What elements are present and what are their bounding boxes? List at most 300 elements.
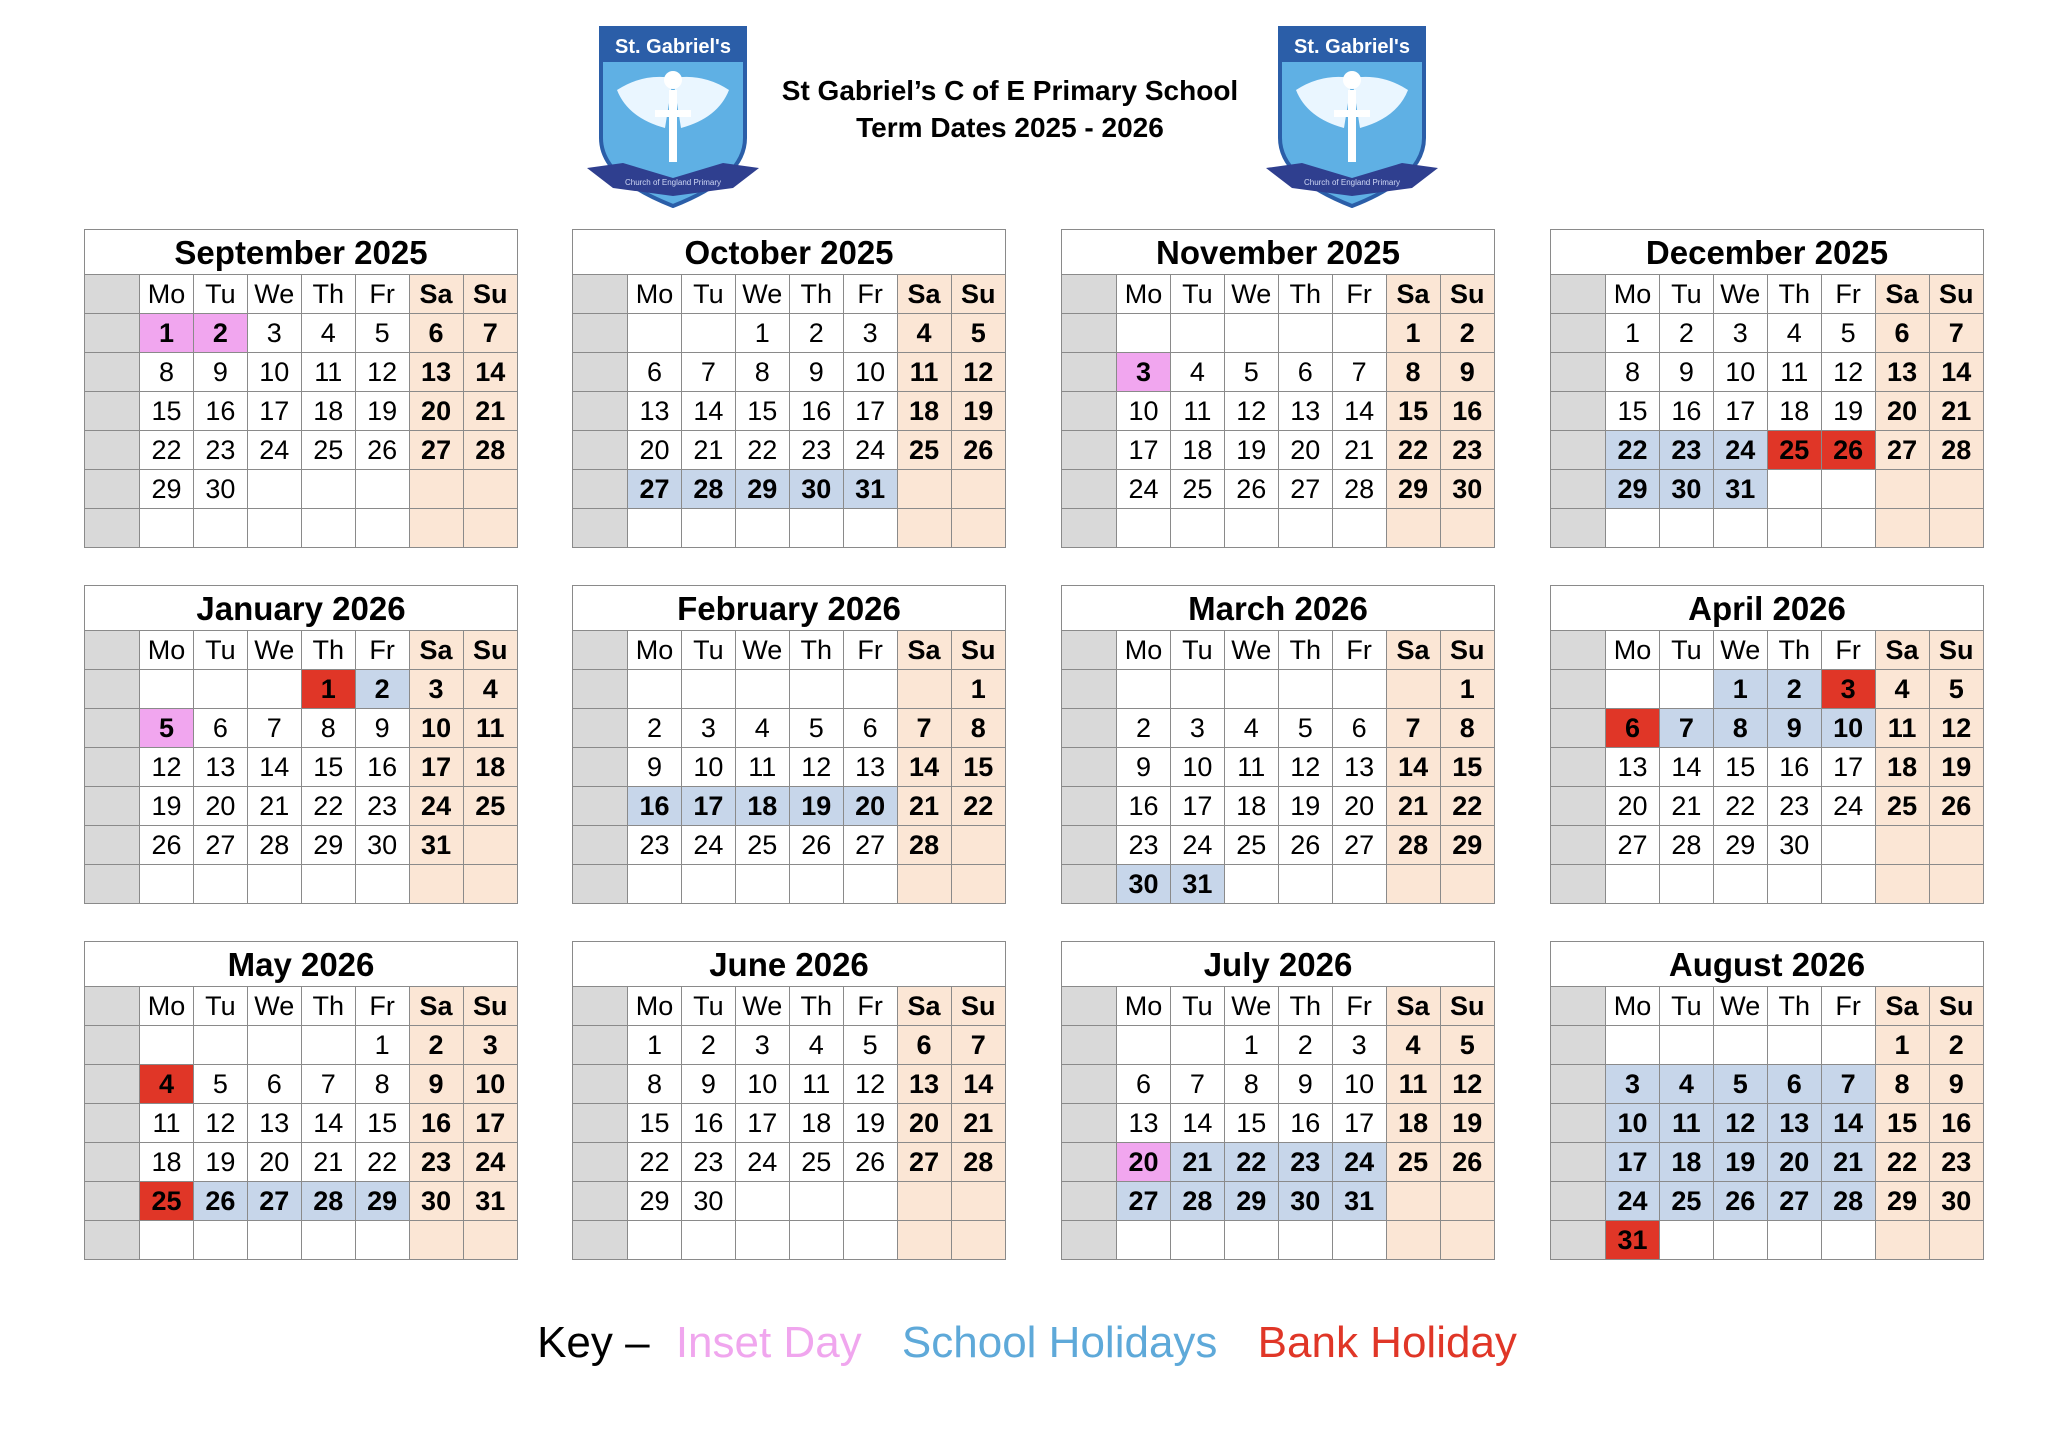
day-cell: 31 — [463, 1182, 517, 1221]
day-cell: 21 — [1821, 1143, 1875, 1182]
week-cell — [1062, 709, 1117, 748]
week-cell — [1062, 1104, 1117, 1143]
weekday-header: Tu — [681, 275, 735, 314]
logo-text: St. Gabriel's — [1294, 36, 1410, 58]
day-cell: 14 — [1659, 748, 1713, 787]
month-april-2026 — [1550, 585, 1984, 904]
empty-cell — [1606, 670, 1660, 709]
weekday-header: We — [1224, 631, 1278, 670]
week-cell — [85, 1026, 140, 1065]
day-cell: 7 — [247, 709, 301, 748]
day-cell: 6 — [193, 709, 247, 748]
day-cell: 22 — [735, 431, 789, 470]
day-cell: 5 — [951, 314, 1005, 353]
week-cell — [1062, 470, 1117, 509]
empty-cell — [1386, 1182, 1440, 1221]
weekday-header: Sa — [1386, 987, 1440, 1026]
day-cell: 26 — [843, 1143, 897, 1182]
weekday-header: We — [247, 631, 301, 670]
weekday-header: Th — [301, 631, 355, 670]
day-cell: 11 — [789, 1065, 843, 1104]
empty-cell — [1170, 509, 1224, 548]
weekday-header: We — [735, 631, 789, 670]
week-cell — [1062, 1182, 1117, 1221]
day-cell: 28 — [951, 1143, 1005, 1182]
weekday-header: Mo — [140, 987, 194, 1026]
empty-cell — [1386, 865, 1440, 904]
day-cell: 17 — [1117, 431, 1171, 470]
day-cell: 18 — [1386, 1104, 1440, 1143]
day-cell: 24 — [1713, 431, 1767, 470]
weekday-header: Th — [1278, 275, 1332, 314]
weekday-header: Su — [1440, 275, 1494, 314]
empty-cell — [1929, 826, 1983, 865]
day-cell: 21 — [1170, 1143, 1224, 1182]
day-cell: 28 — [1929, 431, 1983, 470]
day-cell: 1 — [1606, 314, 1660, 353]
day-cell: 19 — [843, 1104, 897, 1143]
empty-cell — [1929, 865, 1983, 904]
day-cell: 14 — [1929, 353, 1983, 392]
day-cell: 8 — [1440, 709, 1494, 748]
day-cell: 10 — [1332, 1065, 1386, 1104]
weekday-header: Sa — [1386, 631, 1440, 670]
empty-cell — [1332, 509, 1386, 548]
empty-cell — [789, 1221, 843, 1260]
week-cell — [85, 275, 140, 314]
day-cell: 24 — [1606, 1182, 1660, 1221]
empty-cell — [1224, 865, 1278, 904]
week-cell — [1062, 748, 1117, 787]
empty-cell — [355, 509, 409, 548]
day-cell: 27 — [1332, 826, 1386, 865]
day-cell: 6 — [1117, 1065, 1171, 1104]
day-cell: 2 — [789, 314, 843, 353]
day-cell: 19 — [789, 787, 843, 826]
month-title: April 2026 — [1551, 586, 1983, 631]
weekday-header: Su — [463, 275, 517, 314]
day-cell: 5 — [1929, 670, 1983, 709]
week-cell — [1551, 470, 1606, 509]
day-cell: 31 — [1606, 1221, 1660, 1260]
day-cell: 17 — [1170, 787, 1224, 826]
empty-cell — [843, 1221, 897, 1260]
day-cell: 9 — [628, 748, 682, 787]
week-cell — [1062, 1065, 1117, 1104]
day-cell: 2 — [355, 670, 409, 709]
day-cell: 2 — [409, 1026, 463, 1065]
empty-cell — [193, 670, 247, 709]
day-cell: 15 — [1440, 748, 1494, 787]
week-cell — [85, 987, 140, 1026]
day-cell: 4 — [1386, 1026, 1440, 1065]
day-cell: 3 — [681, 709, 735, 748]
week-cell — [573, 670, 628, 709]
weekday-header: We — [1713, 631, 1767, 670]
day-cell: 27 — [1606, 826, 1660, 865]
day-cell: 5 — [1278, 709, 1332, 748]
empty-cell — [1117, 1221, 1171, 1260]
day-cell: 19 — [1440, 1104, 1494, 1143]
day-cell: 6 — [1332, 709, 1386, 748]
day-cell: 12 — [951, 353, 1005, 392]
day-cell: 29 — [1440, 826, 1494, 865]
month-title: July 2026 — [1062, 942, 1494, 987]
day-cell: 25 — [301, 431, 355, 470]
month-september-2025 — [84, 229, 518, 548]
day-cell: 22 — [1606, 431, 1660, 470]
month-january-2026 — [84, 585, 518, 904]
weekday-header: Th — [789, 987, 843, 1026]
weekday-header: Sa — [1875, 631, 1929, 670]
day-cell: 8 — [1875, 1065, 1929, 1104]
weekday-header: Mo — [1606, 987, 1660, 1026]
day-cell: 30 — [1929, 1182, 1983, 1221]
day-cell: 7 — [1170, 1065, 1224, 1104]
week-cell — [1551, 1026, 1606, 1065]
empty-cell — [681, 1221, 735, 1260]
empty-cell — [463, 470, 517, 509]
day-cell: 4 — [735, 709, 789, 748]
day-cell: 16 — [789, 392, 843, 431]
day-cell: 23 — [1929, 1143, 1983, 1182]
day-cell: 9 — [1659, 353, 1713, 392]
day-cell: 10 — [1606, 1104, 1660, 1143]
day-cell: 21 — [1386, 787, 1440, 826]
empty-cell — [843, 865, 897, 904]
day-cell: 1 — [628, 1026, 682, 1065]
week-cell — [85, 709, 140, 748]
day-cell: 18 — [301, 392, 355, 431]
empty-cell — [897, 670, 951, 709]
day-cell: 12 — [193, 1104, 247, 1143]
day-cell: 8 — [140, 353, 194, 392]
day-cell: 11 — [1170, 392, 1224, 431]
day-cell: 8 — [735, 353, 789, 392]
day-cell: 11 — [1875, 709, 1929, 748]
day-cell: 24 — [843, 431, 897, 470]
day-cell: 20 — [1117, 1143, 1171, 1182]
day-cell: 7 — [681, 353, 735, 392]
week-cell — [85, 509, 140, 548]
day-cell: 20 — [1767, 1143, 1821, 1182]
day-cell: 25 — [789, 1143, 843, 1182]
week-cell — [573, 1065, 628, 1104]
day-cell: 17 — [843, 392, 897, 431]
day-cell: 19 — [1929, 748, 1983, 787]
weekday-header: Sa — [409, 275, 463, 314]
day-cell: 22 — [355, 1143, 409, 1182]
week-cell — [573, 748, 628, 787]
empty-cell — [1606, 865, 1660, 904]
empty-cell — [193, 509, 247, 548]
school-logo-left — [583, 18, 763, 208]
week-cell — [1551, 670, 1606, 709]
weekday-header: Tu — [681, 987, 735, 1026]
day-cell: 27 — [1278, 470, 1332, 509]
week-cell — [85, 353, 140, 392]
day-cell: 2 — [628, 709, 682, 748]
day-cell: 28 — [1659, 826, 1713, 865]
day-cell: 6 — [897, 1026, 951, 1065]
empty-cell — [681, 509, 735, 548]
day-cell: 9 — [1929, 1065, 1983, 1104]
weekday-header: Tu — [193, 275, 247, 314]
weekday-header: Su — [1440, 631, 1494, 670]
day-cell: 31 — [1170, 865, 1224, 904]
weekday-header: Fr — [355, 275, 409, 314]
day-cell: 6 — [843, 709, 897, 748]
day-cell: 6 — [628, 353, 682, 392]
empty-cell — [1821, 865, 1875, 904]
day-cell: 12 — [789, 748, 843, 787]
day-cell: 10 — [681, 748, 735, 787]
day-cell: 3 — [1170, 709, 1224, 748]
day-cell: 15 — [140, 392, 194, 431]
day-cell: 1 — [140, 314, 194, 353]
day-cell: 8 — [1606, 353, 1660, 392]
day-cell: 31 — [1332, 1182, 1386, 1221]
day-cell: 15 — [1606, 392, 1660, 431]
empty-cell — [1170, 1221, 1224, 1260]
empty-cell — [247, 1221, 301, 1260]
day-cell: 4 — [1224, 709, 1278, 748]
day-cell: 30 — [789, 470, 843, 509]
day-cell: 9 — [409, 1065, 463, 1104]
day-cell: 4 — [301, 314, 355, 353]
week-cell — [85, 1182, 140, 1221]
weekday-header: Sa — [897, 987, 951, 1026]
day-cell: 14 — [301, 1104, 355, 1143]
empty-cell — [301, 865, 355, 904]
day-cell: 17 — [247, 392, 301, 431]
day-cell: 7 — [1929, 314, 1983, 353]
empty-cell — [681, 865, 735, 904]
day-cell: 31 — [1713, 470, 1767, 509]
weekday-header: Th — [1278, 987, 1332, 1026]
day-cell: 13 — [1117, 1104, 1171, 1143]
week-cell — [1551, 1182, 1606, 1221]
day-cell: 6 — [409, 314, 463, 353]
day-cell: 10 — [843, 353, 897, 392]
day-cell: 4 — [897, 314, 951, 353]
weekday-header: Tu — [1170, 987, 1224, 1026]
day-cell: 14 — [1821, 1104, 1875, 1143]
day-cell: 21 — [1929, 392, 1983, 431]
month-october-2025 — [572, 229, 1006, 548]
day-cell: 20 — [628, 431, 682, 470]
weekday-header: Mo — [1117, 631, 1171, 670]
day-cell: 11 — [1224, 748, 1278, 787]
day-cell: 30 — [1440, 470, 1494, 509]
empty-cell — [1170, 670, 1224, 709]
day-cell: 11 — [1767, 353, 1821, 392]
week-cell — [85, 631, 140, 670]
day-cell: 16 — [1117, 787, 1171, 826]
day-cell: 27 — [1117, 1182, 1171, 1221]
day-cell: 10 — [1821, 709, 1875, 748]
week-cell — [1551, 1221, 1606, 1260]
week-cell — [1551, 353, 1606, 392]
day-cell: 18 — [1875, 748, 1929, 787]
day-cell: 20 — [1875, 392, 1929, 431]
day-cell: 10 — [1713, 353, 1767, 392]
weekday-header: Tu — [1170, 275, 1224, 314]
empty-cell — [1224, 1221, 1278, 1260]
day-cell: 19 — [951, 392, 1005, 431]
day-cell: 15 — [355, 1104, 409, 1143]
logo-ribbon: Church of England Primary — [624, 178, 722, 187]
day-cell: 25 — [463, 787, 517, 826]
weekday-header: Sa — [1386, 275, 1440, 314]
empty-cell — [735, 670, 789, 709]
day-cell: 9 — [1767, 709, 1821, 748]
empty-cell — [735, 1182, 789, 1221]
day-cell: 7 — [463, 314, 517, 353]
day-cell: 11 — [1659, 1104, 1713, 1143]
day-cell: 28 — [1386, 826, 1440, 865]
day-cell: 27 — [843, 826, 897, 865]
day-cell: 24 — [735, 1143, 789, 1182]
day-cell: 6 — [1767, 1065, 1821, 1104]
week-cell — [1551, 631, 1606, 670]
month-may-2026 — [84, 941, 518, 1260]
day-cell: 24 — [1332, 1143, 1386, 1182]
day-cell: 11 — [897, 353, 951, 392]
day-cell: 14 — [1170, 1104, 1224, 1143]
day-cell: 15 — [1875, 1104, 1929, 1143]
day-cell: 8 — [355, 1065, 409, 1104]
day-cell: 25 — [735, 826, 789, 865]
month-title: October 2025 — [573, 230, 1005, 275]
week-cell — [1551, 509, 1606, 548]
empty-cell — [1440, 1221, 1494, 1260]
weekday-header: Fr — [1821, 987, 1875, 1026]
weekday-header: We — [1713, 987, 1767, 1026]
week-cell — [85, 431, 140, 470]
day-cell: 7 — [301, 1065, 355, 1104]
empty-cell — [628, 314, 682, 353]
empty-cell — [1713, 1221, 1767, 1260]
day-cell: 21 — [247, 787, 301, 826]
empty-cell — [843, 670, 897, 709]
empty-cell — [1386, 670, 1440, 709]
day-cell: 18 — [140, 1143, 194, 1182]
day-cell: 4 — [140, 1065, 194, 1104]
weekday-header: Mo — [140, 631, 194, 670]
month-title: December 2025 — [1551, 230, 1983, 275]
weekday-header: Th — [789, 275, 843, 314]
day-cell: 29 — [1386, 470, 1440, 509]
weekday-header: Su — [951, 987, 1005, 1026]
week-cell — [1062, 353, 1117, 392]
day-cell: 18 — [789, 1104, 843, 1143]
month-august-2026 — [1550, 941, 1984, 1260]
day-cell: 25 — [1659, 1182, 1713, 1221]
week-cell — [1551, 787, 1606, 826]
day-cell: 13 — [897, 1065, 951, 1104]
weekday-header: Th — [1767, 275, 1821, 314]
day-cell: 26 — [1821, 431, 1875, 470]
empty-cell — [1659, 865, 1713, 904]
week-cell — [573, 787, 628, 826]
day-cell: 16 — [681, 1104, 735, 1143]
day-cell: 13 — [247, 1104, 301, 1143]
empty-cell — [1117, 314, 1171, 353]
empty-cell — [301, 1221, 355, 1260]
weekday-header: Mo — [1606, 631, 1660, 670]
day-cell: 24 — [1170, 826, 1224, 865]
empty-cell — [1332, 314, 1386, 353]
empty-cell — [301, 1026, 355, 1065]
day-cell: 23 — [681, 1143, 735, 1182]
legend — [0, 1318, 2054, 1368]
weekday-header: Sa — [409, 987, 463, 1026]
weekday-header: Su — [1929, 275, 1983, 314]
week-cell — [573, 631, 628, 670]
empty-cell — [1332, 1221, 1386, 1260]
day-cell: 8 — [951, 709, 1005, 748]
day-cell: 21 — [463, 392, 517, 431]
week-cell — [85, 787, 140, 826]
week-cell — [1551, 865, 1606, 904]
empty-cell — [1821, 1026, 1875, 1065]
day-cell: 14 — [681, 392, 735, 431]
empty-cell — [409, 1221, 463, 1260]
day-cell: 23 — [355, 787, 409, 826]
empty-cell — [1713, 865, 1767, 904]
weekday-header: Mo — [1117, 987, 1171, 1026]
day-cell: 10 — [1117, 392, 1171, 431]
day-cell: 22 — [1713, 787, 1767, 826]
weekday-header: Th — [1767, 631, 1821, 670]
day-cell: 20 — [409, 392, 463, 431]
empty-cell — [1929, 509, 1983, 548]
day-cell: 4 — [1875, 670, 1929, 709]
day-cell: 9 — [1117, 748, 1171, 787]
empty-cell — [951, 509, 1005, 548]
day-cell: 22 — [1875, 1143, 1929, 1182]
day-cell: 25 — [1386, 1143, 1440, 1182]
day-cell: 25 — [897, 431, 951, 470]
empty-cell — [463, 865, 517, 904]
empty-cell — [951, 1182, 1005, 1221]
empty-cell — [193, 1221, 247, 1260]
week-cell — [1062, 1026, 1117, 1065]
week-cell — [1062, 509, 1117, 548]
day-cell: 15 — [1224, 1104, 1278, 1143]
empty-cell — [951, 470, 1005, 509]
day-cell: 20 — [247, 1143, 301, 1182]
day-cell: 12 — [843, 1065, 897, 1104]
empty-cell — [247, 470, 301, 509]
month-table — [573, 275, 1005, 547]
day-cell: 26 — [1278, 826, 1332, 865]
day-cell: 30 — [355, 826, 409, 865]
weekday-header: Fr — [355, 631, 409, 670]
weekday-header: Sa — [897, 275, 951, 314]
weekday-header: Th — [789, 631, 843, 670]
weekday-header: Sa — [1875, 275, 1929, 314]
week-cell — [85, 1221, 140, 1260]
day-cell: 26 — [1713, 1182, 1767, 1221]
week-cell — [1551, 1143, 1606, 1182]
month-table — [85, 631, 517, 903]
day-cell: 28 — [681, 470, 735, 509]
empty-cell — [1929, 1221, 1983, 1260]
day-cell: 2 — [1929, 1026, 1983, 1065]
day-cell: 28 — [247, 826, 301, 865]
